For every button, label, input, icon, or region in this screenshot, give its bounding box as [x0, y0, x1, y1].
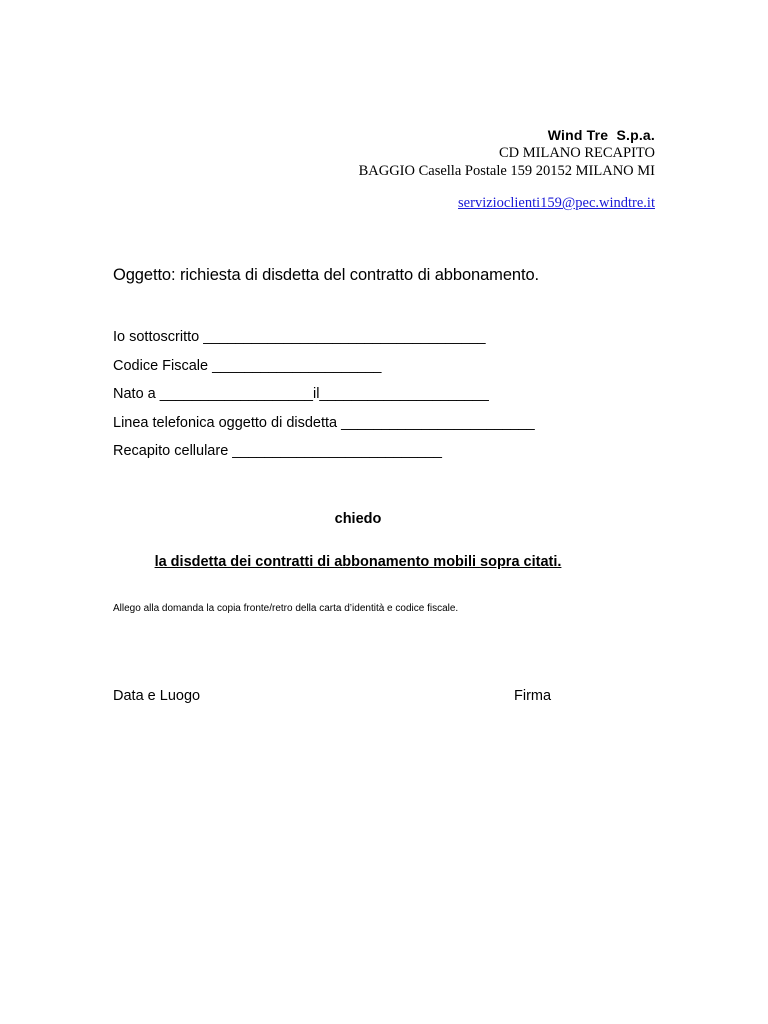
field-undersigned: Io sottoscritto ___________________________________ — [113, 329, 486, 345]
recipient-address-block — [235, 126, 655, 212]
attachment-note: Allego alla domanda la copia fronte/retro della carta d’identità e codice fiscale. — [113, 603, 459, 614]
request-statement: la disdetta dei contratti di abbonamento mobili sopra citati. — [154, 554, 562, 570]
signature-label: Firma — [514, 688, 552, 704]
recipient-email-link[interactable]: servizioclienti159@pec.windtre.it — [458, 195, 655, 211]
recipient-address-line-2: BAGGIO Casella Postale 159 20152 MILANO MI — [358, 163, 655, 179]
request-verb: chiedo — [334, 511, 382, 527]
field-mobile-contact: Recapito cellulare __________________________ — [113, 443, 442, 459]
field-birth-place-date: Nato a ___________________il_____________________ — [113, 386, 489, 402]
letter-subject: Oggetto: richiesta di disdetta del contratto di abbonamento. — [113, 266, 540, 284]
recipient-company-name: Wind Tre S.p.a. — [547, 127, 655, 143]
field-tax-code: Codice Fiscale _____________________ — [113, 357, 382, 374]
recipient-address-line-1: CD MILANO RECAPITO — [498, 145, 655, 161]
personal-data-fields — [113, 325, 535, 468]
date-place-label: Data e Luogo — [113, 688, 201, 704]
field-phone-line: Linea telefonica oggetto di disdetta ________________________ — [113, 414, 535, 431]
